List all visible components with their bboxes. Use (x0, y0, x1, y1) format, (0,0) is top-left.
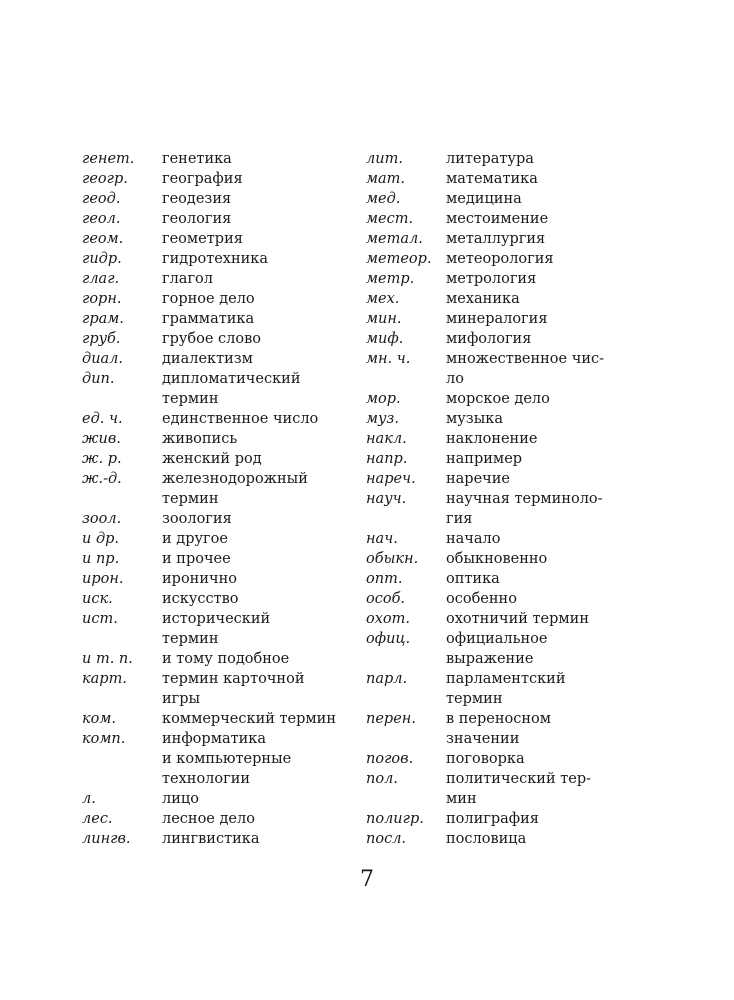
abbreviation-meaning: механика (446, 291, 520, 307)
abbreviation-meaning: железнодорожный термин (162, 471, 308, 507)
abbreviation-entry (366, 829, 646, 849)
abbreviation-meaning: лесное дело (162, 811, 255, 827)
abbreviation-meaning: геодезия (162, 191, 232, 207)
abbreviation-meaning: парламентский термин (446, 671, 566, 707)
abbreviation-meaning: медицина (446, 191, 522, 207)
abbreviation-entry (82, 649, 362, 669)
abbreviation-entry (82, 369, 362, 409)
abbreviation-entry (82, 189, 362, 209)
abbreviation-meaning: иронично (162, 571, 237, 587)
abbreviation-entry (82, 609, 362, 649)
abbreviation-meaning: живопись (162, 431, 238, 447)
abbreviation: напр. (366, 451, 408, 467)
abbreviation-meaning: диалектизм (162, 351, 253, 367)
abbreviation: метеор. (366, 251, 432, 267)
abbreviation-meaning: морское дело (446, 391, 550, 407)
abbreviation: и пр. (82, 551, 120, 567)
abbreviation-entry (82, 249, 362, 269)
abbreviation-entry (366, 449, 646, 469)
abbreviation: метр. (366, 271, 415, 287)
abbreviation: мин. (366, 311, 402, 327)
abbreviation-entry (82, 409, 362, 429)
abbreviation-entry (366, 249, 646, 269)
abbreviation-entry (82, 229, 362, 249)
abbreviation: грам. (82, 311, 124, 327)
abbreviation: накл. (366, 431, 407, 447)
abbreviation-entry (366, 709, 646, 749)
abbreviation-entry (366, 469, 646, 489)
abbreviation-meaning: металлургия (446, 231, 546, 247)
abbreviation-meaning: политический тер- мин (446, 771, 592, 807)
abbreviation-entry (82, 669, 362, 709)
abbreviation-meaning: наречие (446, 471, 511, 487)
abbreviation: мор. (366, 391, 401, 407)
abbreviation-meaning: особенно (446, 591, 517, 607)
abbreviation: миф. (366, 331, 404, 347)
abbreviation-entry (82, 209, 362, 229)
abbreviation-entry (366, 409, 646, 429)
abbreviation-entry (82, 549, 362, 569)
abbreviation: гидр. (82, 251, 122, 267)
abbreviation-meaning: геометрия (162, 231, 243, 247)
abbreviation-entry (366, 809, 646, 829)
abbreviation-meaning: научная терминоло- гия (446, 491, 603, 527)
abbreviation: ж.-д. (82, 471, 122, 487)
abbreviation: мат. (366, 171, 406, 187)
abbreviation-meaning: зоология (162, 511, 232, 527)
abbreviation-meaning: официальное выражение (446, 631, 548, 667)
abbreviation-entry (82, 729, 362, 789)
abbreviation: геол. (82, 211, 121, 227)
abbreviation: перен. (366, 711, 416, 727)
abbreviation-entry (366, 669, 646, 709)
abbreviation: ком. (82, 711, 117, 727)
page-number: 7 (360, 867, 374, 892)
abbreviation: груб. (82, 331, 121, 347)
abbreviation: посл. (366, 831, 407, 847)
abbreviation-entry (82, 429, 362, 449)
abbreviation-entry (82, 829, 362, 849)
abbreviation: охот. (366, 611, 410, 627)
abbreviation: мед. (366, 191, 401, 207)
abbreviation-entry (82, 349, 362, 369)
abbreviation-entry (366, 529, 646, 549)
abbreviation-column-left (82, 149, 362, 849)
abbreviation-entry (82, 469, 362, 509)
abbreviation: зоол. (82, 511, 122, 527)
abbreviation-entry (366, 609, 646, 629)
abbreviation-entry (82, 709, 362, 729)
abbreviation-entry (366, 349, 646, 389)
abbreviation-entry (366, 429, 646, 449)
abbreviation: нач. (366, 531, 398, 547)
abbreviation-entry (82, 149, 362, 169)
abbreviation: метал. (366, 231, 423, 247)
abbreviation: парл. (366, 671, 408, 687)
abbreviation-meaning: дипломатический термин (162, 371, 301, 407)
abbreviation-entry (366, 229, 646, 249)
abbreviation: и т. п. (82, 651, 133, 667)
abbreviation-meaning: множественное чис- ло (446, 351, 604, 387)
abbreviation-meaning: и другое (162, 531, 228, 547)
abbreviation-entry (366, 769, 646, 809)
abbreviation-entry (82, 329, 362, 349)
abbreviation-meaning: охотничий термин (446, 611, 590, 627)
abbreviation: иск. (82, 591, 113, 607)
abbreviation-meaning: например (446, 451, 523, 467)
abbreviation-entry (82, 509, 362, 529)
abbreviation-meaning: горное дело (162, 291, 255, 307)
abbreviation-meaning: грубое слово (162, 331, 262, 347)
abbreviation-meaning: начало (446, 531, 501, 547)
abbreviation-entry (366, 589, 646, 609)
abbreviation-meaning: в переносном значении (446, 711, 552, 747)
abbreviation-meaning: местоимение (446, 211, 549, 227)
abbreviation-meaning: искусство (162, 591, 239, 607)
abbreviation-meaning: единственное число (162, 411, 319, 427)
abbreviation: опт. (366, 571, 403, 587)
abbreviation: мест. (366, 211, 414, 227)
abbreviation-entry (366, 489, 646, 529)
abbreviation: и др. (82, 531, 120, 547)
abbreviation-entry (366, 329, 646, 349)
abbreviation: карт. (82, 671, 127, 687)
abbreviation: геод. (82, 191, 121, 207)
abbreviation-meaning: геология (162, 211, 232, 227)
abbreviation: лингв. (82, 831, 131, 847)
abbreviation: жив. (82, 431, 121, 447)
abbreviation: генет. (82, 151, 135, 167)
abbreviation-meaning: математика (446, 171, 538, 187)
abbreviation-meaning: термин карточной игры (162, 671, 305, 707)
abbreviation-meaning: информатика и компьютерные технологии (162, 731, 292, 787)
abbreviation-meaning: полиграфия (446, 811, 539, 827)
abbreviation: комп. (82, 731, 126, 747)
abbreviation: горн. (82, 291, 122, 307)
abbreviation-meaning: мифология (446, 331, 532, 347)
abbreviation: геогр. (82, 171, 128, 187)
abbreviation: ед. ч. (82, 411, 123, 427)
abbreviation-meaning: гидротехника (162, 251, 269, 267)
abbreviation: л. (82, 791, 96, 807)
abbreviation-meaning: лицо (162, 791, 199, 807)
abbreviation-column-right (366, 149, 646, 849)
abbreviation-meaning: исторический термин (162, 611, 271, 647)
abbreviation: ж. р. (82, 451, 122, 467)
abbreviation-entry (366, 749, 646, 769)
abbreviation-entry (366, 549, 646, 569)
abbreviation: лит. (366, 151, 403, 167)
abbreviation-meaning: грамматика (162, 311, 255, 327)
abbreviation: пол. (366, 771, 398, 787)
abbreviation-entry (82, 269, 362, 289)
abbreviation-entry (82, 289, 362, 309)
abbreviation-entry (366, 189, 646, 209)
abbreviation-meaning: минералогия (446, 311, 548, 327)
abbreviation-entry (366, 289, 646, 309)
abbreviation-entry (366, 149, 646, 169)
abbreviation: обыкн. (366, 551, 419, 567)
abbreviation-entry (82, 589, 362, 609)
abbreviation: полигр. (366, 811, 424, 827)
abbreviation-meaning: и прочее (162, 551, 231, 567)
abbreviation: нареч. (366, 471, 416, 487)
abbreviation: особ. (366, 591, 406, 607)
abbreviation-meaning: поговорка (446, 751, 525, 767)
abbreviation-meaning: музыка (446, 411, 503, 427)
abbreviation: мн. ч. (366, 351, 411, 367)
abbreviation-entry (366, 169, 646, 189)
abbreviation: глаг. (82, 271, 120, 287)
abbreviation-entry (366, 389, 646, 409)
abbreviation-meaning: обыкновенно (446, 551, 548, 567)
abbreviation-entry (82, 309, 362, 329)
abbreviation-meaning: женский род (162, 451, 262, 467)
abbreviation-meaning: география (162, 171, 243, 187)
abbreviation-meaning: оптика (446, 571, 500, 587)
abbreviation-meaning: наклонение (446, 431, 538, 447)
abbreviation-meaning: метрология (446, 271, 537, 287)
abbreviation: лес. (82, 811, 113, 827)
abbreviation-meaning: глагол (162, 271, 213, 287)
abbreviation-meaning: лингвистика (162, 831, 260, 847)
abbreviation-entry (366, 629, 646, 669)
abbreviation: муз. (366, 411, 399, 427)
abbreviation-entry (82, 809, 362, 829)
abbreviation: науч. (366, 491, 407, 507)
abbreviation-entry (82, 529, 362, 549)
abbreviation-meaning: и тому подобное (162, 651, 290, 667)
abbreviation: ист. (82, 611, 118, 627)
abbreviation: ирон. (82, 571, 124, 587)
abbreviation: диал. (82, 351, 124, 367)
abbreviation: геом. (82, 231, 124, 247)
abbreviation-entry (82, 569, 362, 589)
abbreviation-entry (366, 309, 646, 329)
abbreviation-entry (366, 569, 646, 589)
abbreviation: погов. (366, 751, 414, 767)
abbreviation-meaning: литература (446, 151, 534, 167)
abbreviation: дип. (82, 371, 115, 387)
abbreviation-meaning: метеорология (446, 251, 554, 267)
abbreviation-meaning: генетика (162, 151, 232, 167)
abbreviation-meaning: коммерческий термин (162, 711, 336, 727)
abbreviation: мех. (366, 291, 400, 307)
abbreviation-entry (366, 209, 646, 229)
abbreviation-entry (82, 169, 362, 189)
abbreviation-entry (366, 269, 646, 289)
abbreviation-entry (82, 789, 362, 809)
abbreviation-entry (82, 449, 362, 469)
abbreviation: офиц. (366, 631, 411, 647)
abbreviation-meaning: пословица (446, 831, 527, 847)
